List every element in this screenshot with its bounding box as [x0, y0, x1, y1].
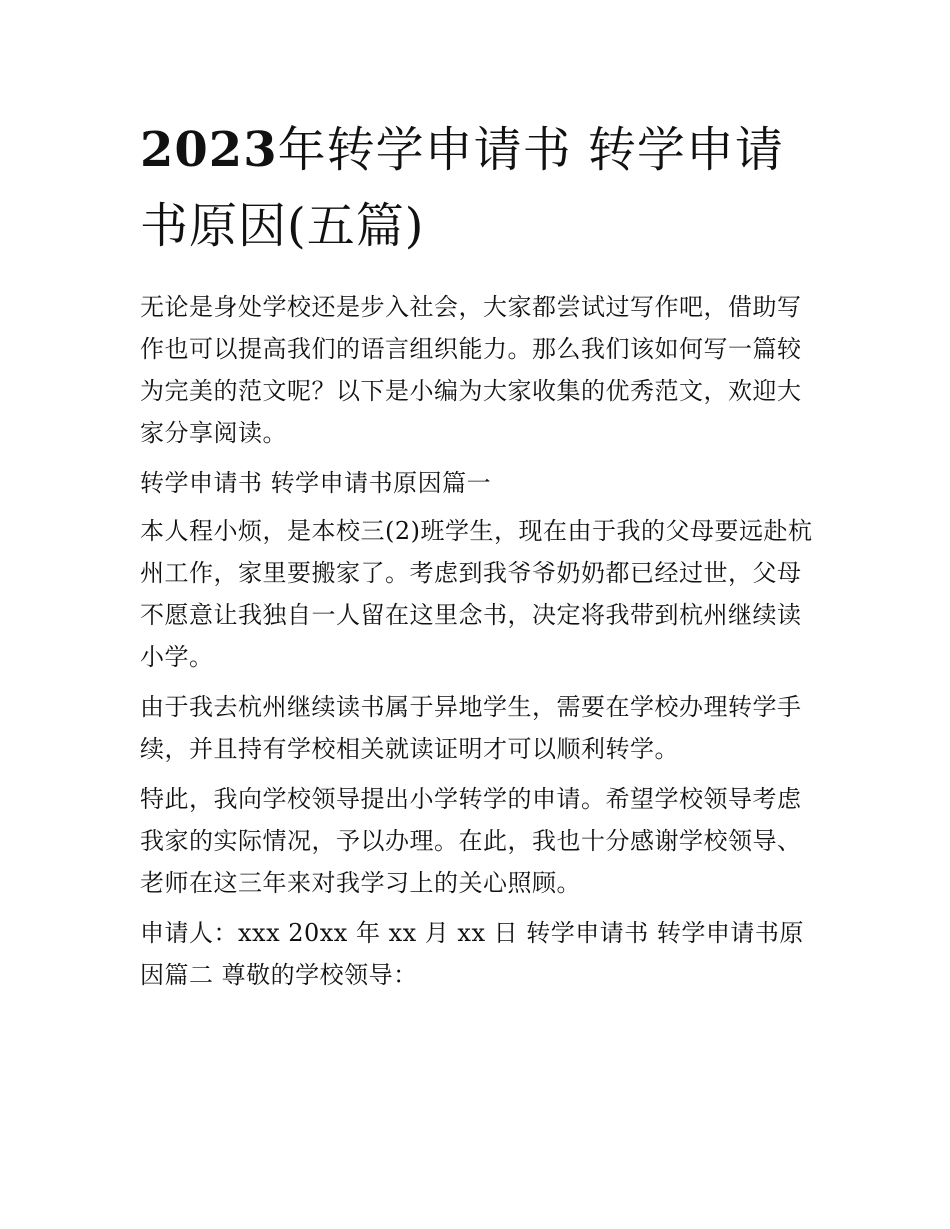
document-title — [140, 112, 820, 264]
section-heading-one: 转学申请书 转学申请书原因篇一 — [140, 469, 492, 497]
paragraph-request: 特此，我向学校领导提出小学转学的申请。希望学校领导考虑我家的实际情况，予以办理。在此，我也十分感谢学校领导、老师在这三年来对我学习上的关心照顾。 — [140, 785, 802, 897]
title-year: 2023 — [140, 122, 278, 178]
paragraph-procedure: 由于我去杭州继续读书属于异地学生，需要在学校办理转学手续，并且持有学校相关就读证明才可以顺利转学。 — [140, 693, 802, 763]
paragraph-reason: 本人程小烦，是本校三(2)班学生，现在由于我的父母要远赴杭州工作，家里要搬家了。考虑到我爷爷奶奶都已经过世，父母不愿意让我独自一人留在这里念书，决定将我带到杭州继续读小学。 — [140, 517, 813, 671]
title-text: 年转学申请书 转学申请书原因(五篇) — [140, 122, 784, 254]
intro-paragraph: 无论是身处学校还是步入社会，大家都尝试过写作吧，借助写作也可以提高我们的语言组织能力。那么我们该如何写一篇较为完美的范文呢？以下是小编为大家收集的优秀范文，欢迎大家分享阅读。 — [140, 293, 802, 447]
paragraph-signature: 申请人：xxx 20xx 年 xx 月 xx 日 转学申请书 转学申请书原因篇二 尊敬的学校领导： — [140, 919, 804, 989]
document-body — [140, 286, 820, 996]
